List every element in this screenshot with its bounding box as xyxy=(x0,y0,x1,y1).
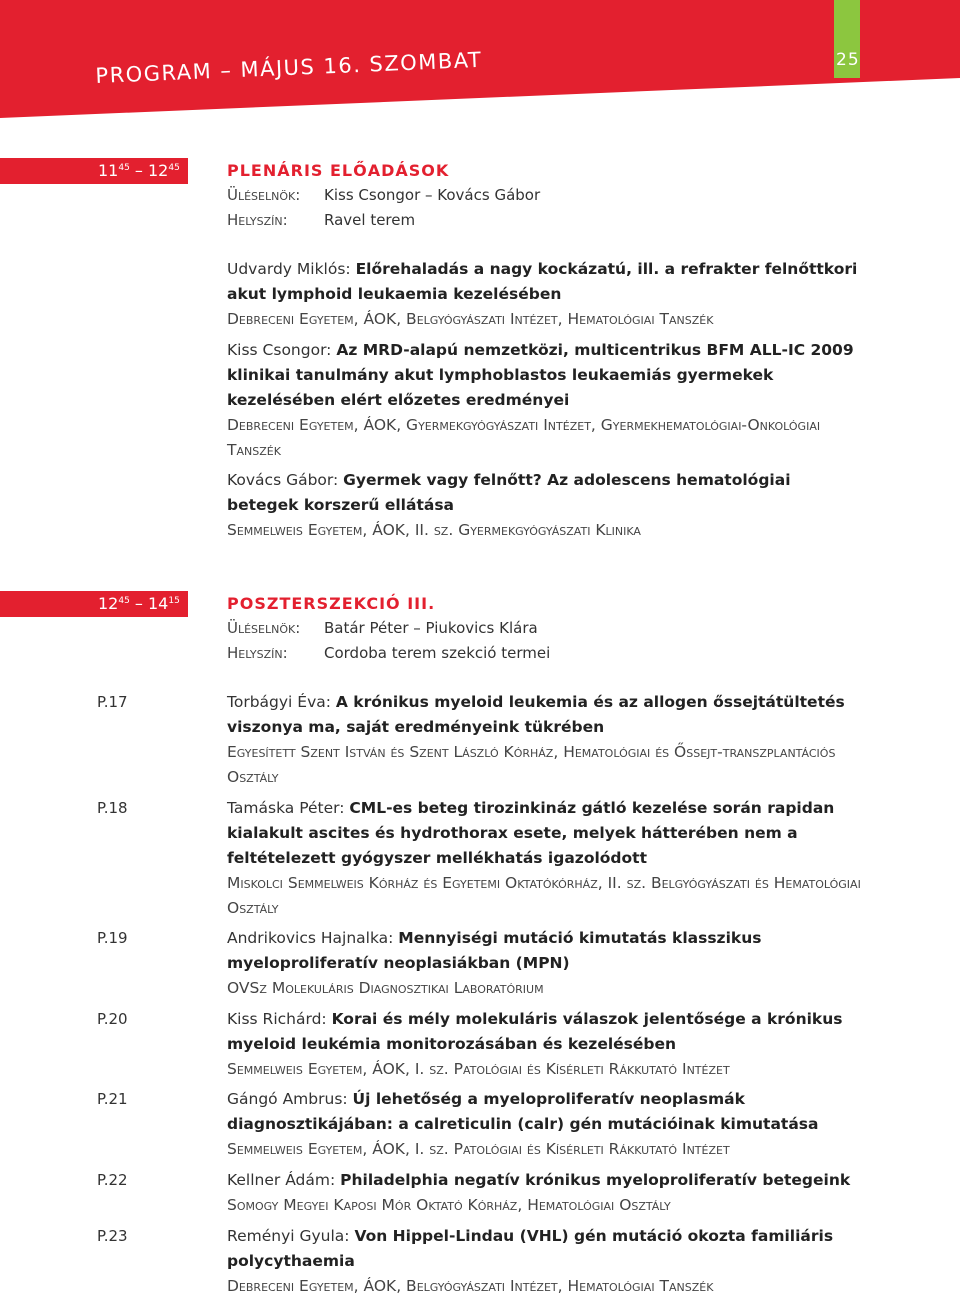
poster-author: Kiss Richárd: xyxy=(227,1010,332,1028)
talk-author: Kovács Gábor: xyxy=(227,471,344,489)
talk-affiliation: Debreceni Egyetem, ÁOK, Belgyógyászati Intézet, Hematológiai Tanszék xyxy=(227,310,714,328)
poster-entry xyxy=(227,690,867,790)
poster-title: Új lehetőség a myeloproliferatív neoplasmák diagnosztikájában: a calreticulin (calr) gén mutációinak kimutatása xyxy=(227,1090,819,1133)
poster-title: CML-es beteg tirozinkináz gátló kezelése során rapidan kialakult ascites és hydrothorax esete, melyek hátterében nem a feltételezett gyógyszer mellékhatás igazolódott xyxy=(227,799,835,867)
poster-title: A krónikus myeloid leukemia és az allogen őssejtátültetés viszonya ma, saját eredményeink tükrében xyxy=(227,693,845,736)
talk-title: Az MRD-alapú nemzetközi, multicentrikus BFM ALL-IC 2009 klinikai tanulmány akut lymphoblastos leukaemiás gyermekek kezelésében elért előzetes eredményei xyxy=(227,341,854,409)
poster-affiliation: Debreceni Egyetem, ÁOK, Belgyógyászati Intézet, Hematológiai Tanszék xyxy=(227,1277,714,1295)
poster-id: P.23 xyxy=(97,1227,128,1245)
talk-title: Előrehaladás a nagy kockázatú, ill. a refrakter felnőttkori akut lymphoid leukaemia kezelésében xyxy=(227,260,858,303)
poster-id: P.22 xyxy=(97,1171,128,1189)
poster-entry xyxy=(227,1224,867,1299)
session-time-bar xyxy=(0,158,188,184)
poster-title: Philadelphia negatív krónikus myeloproliferatív betegeink xyxy=(340,1171,851,1189)
poster-title: Mennyiségi mutáció kimutatás klasszikus myeloproliferatív neoplasiákban (MPN) xyxy=(227,929,762,972)
poster-entry xyxy=(227,1087,867,1162)
talk-affiliation: Debreceni Egyetem, ÁOK, Gyermekgyógyászati Intézet, Gyermekhematológiai-Onkológiai Tanszék xyxy=(227,416,821,459)
poster-id: P.19 xyxy=(97,929,128,947)
page-title: PROGRAM – MÁJUS 16. SZOMBAT xyxy=(94,47,483,88)
venue-label: Helyszín: xyxy=(227,644,288,662)
poster-title: Von Hippel-Lindau (VHL) gén mutáció okozta familiáris polycythaemia xyxy=(227,1227,834,1270)
poster-id: P.17 xyxy=(97,693,128,711)
poster-id: P.18 xyxy=(97,799,128,817)
venue-label: Helyszín: xyxy=(227,211,288,229)
chairs-value: Batár Péter – Piukovics Klára xyxy=(324,619,538,637)
poster-author: Tamáska Péter: xyxy=(227,799,350,817)
section-title: POSZTERSZEKCIÓ III. xyxy=(227,594,436,613)
chairs-label: Üléselnök: xyxy=(227,619,301,637)
chairs-value: Kiss Csongor – Kovács Gábor xyxy=(324,186,541,204)
poster-affiliation: Semmelweis Egyetem, ÁOK, I. sz. Patológiai és Kísérleti Rákkutató Intézet xyxy=(227,1140,730,1158)
poster-entry xyxy=(227,796,867,921)
talk-author: Udvardy Miklós: xyxy=(227,260,356,278)
talk-author: Kiss Csongor: xyxy=(227,341,337,359)
chairs-label: Üléselnök: xyxy=(227,186,301,204)
poster-affiliation: Miskolci Semmelweis Kórház és Egyetemi Oktatókórház, II. sz. Belgyógyászati és Hematológiai Osztály xyxy=(227,874,861,917)
poster-affiliation: Egyesített Szent István és Szent László Kórház, Hematológiai és Őssejt-transzplantációs Osztály xyxy=(227,743,836,786)
poster-author: Andrikovics Hajnalka: xyxy=(227,929,399,947)
talk-entry xyxy=(227,468,867,543)
venue-value: Cordoba terem szekció termei xyxy=(324,644,551,662)
poster-affiliation: Somogy Megyei Kaposi Mór Oktató Kórház, Hematológiai Osztály xyxy=(227,1196,671,1214)
poster-author: Kellner Ádám: xyxy=(227,1171,341,1189)
poster-entry xyxy=(227,1168,867,1218)
session-time: $12^{45} - 14^{15}$ xyxy=(98,594,180,613)
poster-author: Gángó Ambrus: xyxy=(227,1090,353,1108)
venue-value: Ravel terem xyxy=(324,211,416,229)
session-time: $11^{45} - 12^{45}$ xyxy=(98,161,180,180)
poster-id: P.20 xyxy=(97,1010,128,1028)
poster-entry xyxy=(227,1007,867,1082)
talk-entry xyxy=(227,257,867,332)
poster-affiliation: Semmelweis Egyetem, ÁOK, I. sz. Patológiai és Kísérleti Rákkutató Intézet xyxy=(227,1060,730,1078)
poster-affiliation: OVSz Molekuláris Diagnosztikai Laboratórium xyxy=(227,979,544,997)
poster-author: Reményi Gyula: xyxy=(227,1227,355,1245)
talk-title: Gyermek vagy felnőtt? Az adolescens hematológiai betegek korszerű ellátása xyxy=(227,471,791,514)
talk-entry xyxy=(227,338,867,463)
session-time-bar xyxy=(0,591,188,617)
talk-affiliation: Semmelweis Egyetem, ÁOK, II. sz. Gyermekgyógyászati Klinika xyxy=(227,521,641,539)
poster-entry xyxy=(227,926,867,1001)
poster-id: P.21 xyxy=(97,1090,128,1108)
poster-author: Torbágyi Éva: xyxy=(227,693,336,711)
section-title: PLENÁRIS ELŐADÁSOK xyxy=(227,161,450,180)
page-number: 25 xyxy=(836,50,860,70)
poster-title: Korai és mély molekuláris válaszok jelentősége a krónikus myeloid leukémia monitorozásában és kezelésében xyxy=(227,1010,843,1053)
